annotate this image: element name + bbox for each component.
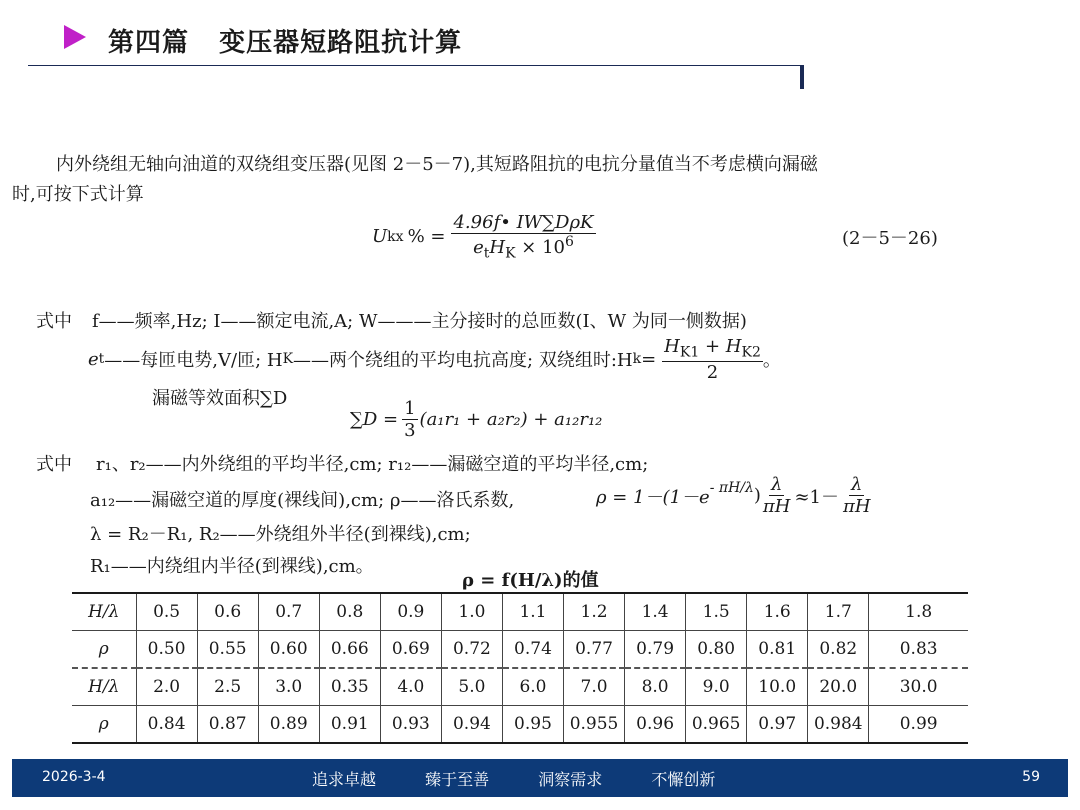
formula-fraction (451, 212, 595, 262)
table-cell: 0.7 (258, 593, 319, 631)
title-arrow-icon (64, 25, 86, 49)
table-cell: 0.94 (441, 706, 502, 744)
table-cell: 0.69 (380, 631, 441, 669)
table-cell: 5.0 (441, 668, 502, 706)
table-cell: 8.0 (625, 668, 686, 706)
table-cell: 0.91 (319, 706, 380, 744)
table-cell: 0.60 (258, 631, 319, 669)
table-cell: 2.0 (136, 668, 197, 706)
title-divider (28, 65, 804, 66)
table-cell: 0.87 (197, 706, 258, 744)
table-row-header: ρ (72, 631, 136, 669)
rho-table (72, 592, 968, 744)
table-row (72, 706, 968, 744)
table-cell: 0.66 (319, 631, 380, 669)
footer-slogan: 臻于至善 (425, 770, 490, 789)
where-label-1: 式中 (36, 311, 72, 332)
table-cell: 10.0 (747, 668, 808, 706)
table-cell: 0.82 (808, 631, 869, 669)
table-cell: 0.93 (380, 706, 441, 744)
hk-fraction: $\frac{H_{K1} + H_{K2}}{2}$ (664, 336, 761, 383)
table-cell: 1.0 (441, 593, 502, 631)
table-cell: 0.965 (686, 706, 747, 744)
table-cell: 0.79 (625, 631, 686, 669)
table-cell: 1.7 (808, 593, 869, 631)
table-row (72, 631, 968, 669)
footer-slogan: 追求卓越 (312, 770, 377, 789)
table-cell: 0.84 (136, 706, 197, 744)
where-label-2: 式中 (36, 454, 72, 475)
table-cell: 1.4 (625, 593, 686, 631)
table-cell: 1.1 (502, 593, 563, 631)
table-cell: 0.55 (197, 631, 258, 669)
table-cell: 0.8 (319, 593, 380, 631)
intro-line-2: 时,可按下式计算 (12, 184, 144, 205)
table-cell: 1.5 (686, 593, 747, 631)
where2-line-4: R₁——内绕组内半径(到裸线),cm。 (90, 556, 374, 577)
leakage-label: 漏磁等效面积∑D (152, 388, 288, 409)
table-cell: 9.0 (686, 668, 747, 706)
leakage-formula: ∑D = $\frac{1}{3}$ (a₁r₁ + a₂r₂) + a₁₂r₁₂ (350, 398, 603, 441)
page-title: 第四篇 变压器短路阻抗计算 (108, 28, 463, 58)
page-number: 59 (1022, 769, 1040, 785)
title-divider-tick (800, 65, 804, 89)
table-cell: 4.0 (380, 668, 441, 706)
table-cell: 0.99 (869, 706, 968, 744)
where1-line-2: e t ——每匝电势,V/匝; H K ——两个绕组的平均电抗高度; 双绕组时:H k = $\frac{H_{K1} + H_{K2}}{2}$ 。 (88, 336, 781, 383)
table-cell: 2.5 (197, 668, 258, 706)
table-cell: 0.72 (441, 631, 502, 669)
formula-lhs-tail: % = (407, 226, 446, 248)
table-cell: 0.81 (747, 631, 808, 669)
where1-line-1: f——频率,Hz; I——额定电流,A; W———主分接时的总匝数(I、W 为同一侧数据) (92, 311, 747, 332)
table-row-header: H/λ (72, 593, 136, 631)
table-cell: 0.955 (564, 706, 625, 744)
table-row-header: ρ (72, 706, 136, 744)
table-cell: 20.0 (808, 668, 869, 706)
table-cell: 0.89 (258, 706, 319, 744)
table-row (72, 593, 968, 631)
table-cell: 0.50 (136, 631, 197, 669)
table-cell: 0.96 (625, 706, 686, 744)
formula-lhs-sub: kx (387, 228, 404, 245)
table-cell: 0.9 (380, 593, 441, 631)
footer-slogan: 不懈创新 (651, 770, 716, 789)
footer-date: 2026-3-4 (42, 769, 106, 785)
table-cell: 3.0 (258, 668, 319, 706)
table-cell: 0.74 (502, 631, 563, 669)
formula-numerator: 4.96f• IW∑DρK (453, 212, 594, 233)
where2-line-1: r₁、r₂——内外绕组的平均半径,cm; r₁₂——漏磁空道的平均半径,cm; (96, 454, 649, 475)
table-cell: 0.83 (869, 631, 968, 669)
where2-line-2: a₁₂——漏磁空道的厚度(裸线间),cm; ρ——洛氏系数, (90, 490, 515, 511)
table-cell: 0.80 (686, 631, 747, 669)
table-cell: 30.0 (869, 668, 968, 706)
table-cell: 0.35 (319, 668, 380, 706)
table-cell: 1.2 (564, 593, 625, 631)
table-cell: 0.77 (564, 631, 625, 669)
table-cell: 0.6 (197, 593, 258, 631)
rho-formula: ρ = 1－(1－e $^{- \pi H/\lambda}$ ) $\frac{\lambda}{\pi H}$ ≈1－ $\frac{\lambda}{\pi H}$ (596, 474, 871, 517)
footer-slogans (312, 767, 759, 790)
table-cell: 1.8 (869, 593, 968, 631)
main-formula (372, 212, 596, 262)
table-row-header: H/λ (72, 668, 136, 706)
footer-slogan: 洞察需求 (538, 770, 603, 789)
table-cell: 6.0 (502, 668, 563, 706)
footer-bar (12, 759, 1068, 797)
table-cell: 1.6 (747, 593, 808, 631)
table-cell: 0.5 (136, 593, 197, 631)
table-cell: 0.95 (502, 706, 563, 744)
formula-denominator: $e_tH_K \times 10^6$ (473, 234, 574, 262)
table-row (72, 668, 968, 706)
where2-line-3: λ = R₂－R₁, R₂——外绕组外半径(到裸线),cm; (90, 524, 471, 545)
table-cell: 7.0 (564, 668, 625, 706)
table-cell: 0.97 (747, 706, 808, 744)
intro-line-1: 内外绕组无轴向油道的双绕组变压器(见图 2－5－7),其短路阻抗的电抗分量值当不考虑横向漏磁 (56, 154, 818, 175)
table-caption: ρ = f(H/λ)的值 (462, 570, 599, 591)
formula-equation-number: (2－5－26) (842, 228, 938, 249)
formula-lhs: U (372, 226, 388, 248)
table-cell: 0.984 (808, 706, 869, 744)
